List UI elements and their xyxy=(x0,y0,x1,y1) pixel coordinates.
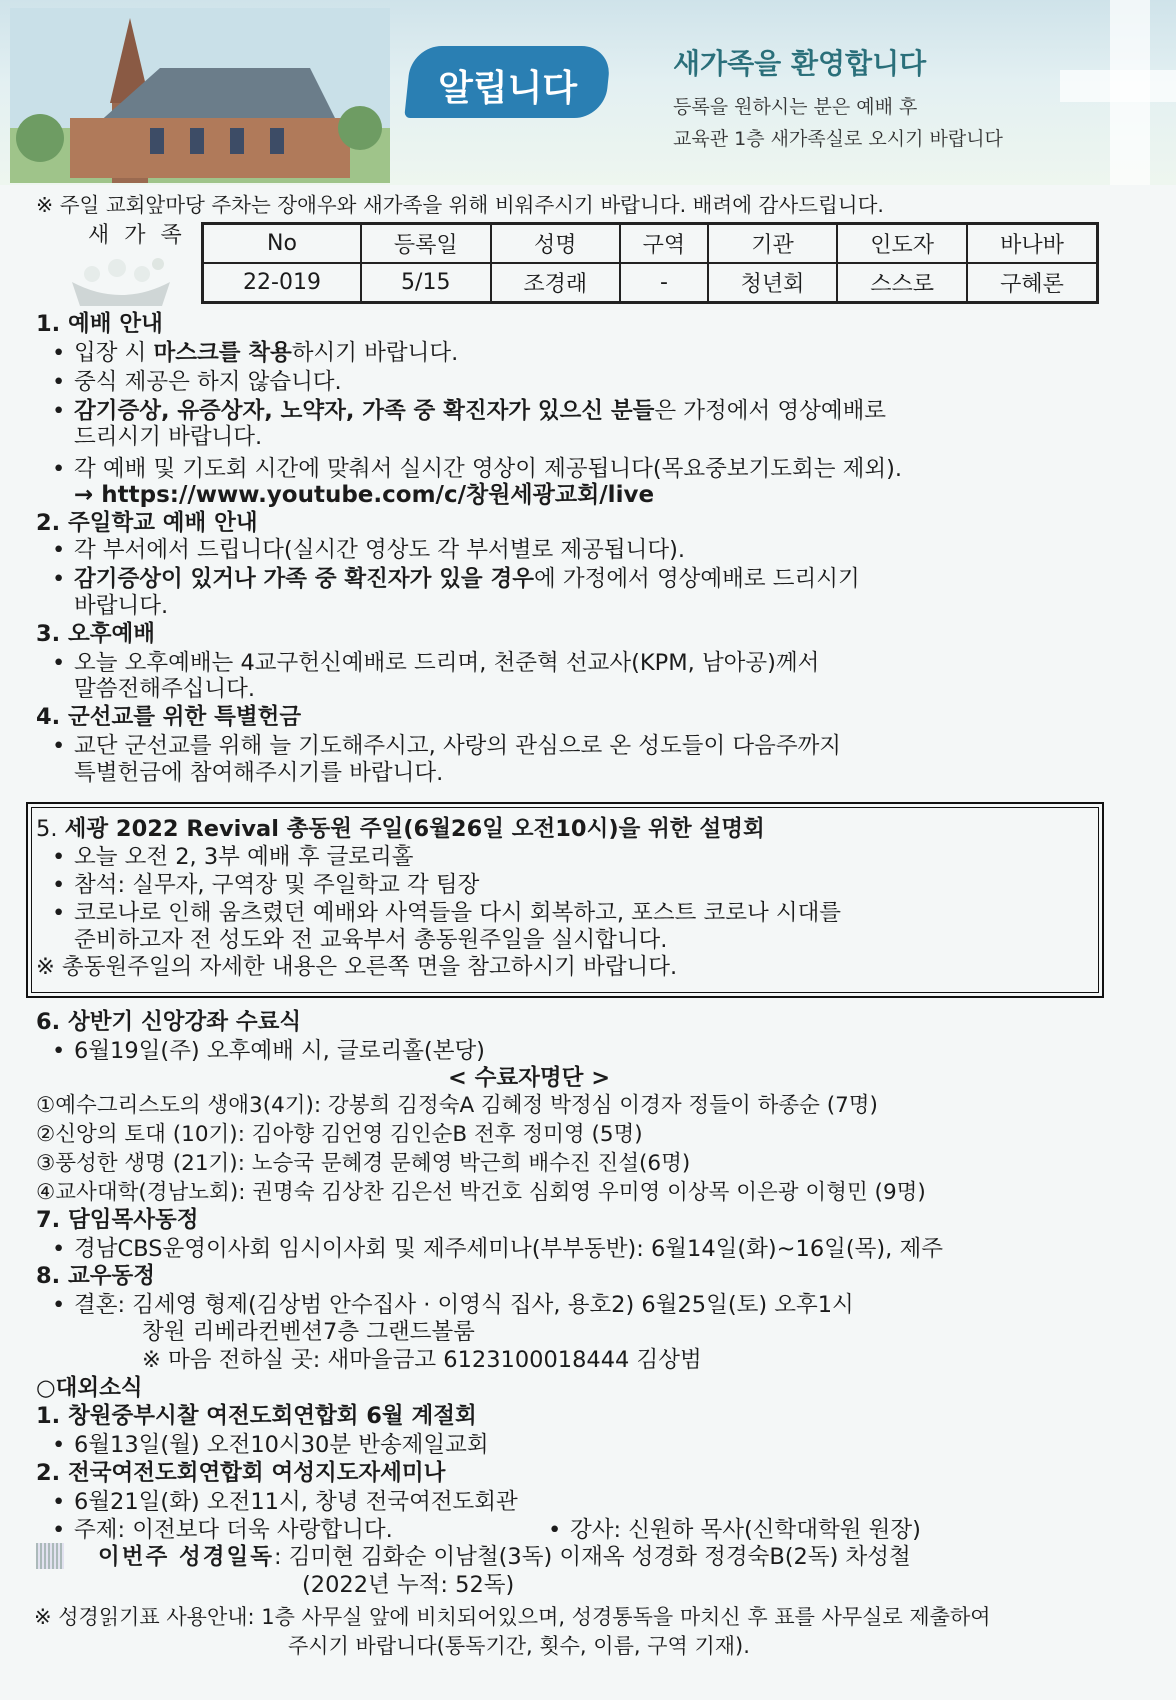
graduates-subtitle: < 수료자명단 > xyxy=(448,1065,611,1091)
list-item: • 주제: 이전보다 더욱 사랑합니다. xyxy=(52,1517,393,1543)
external-news-title: ○대외소식 xyxy=(36,1375,143,1401)
bible-icon xyxy=(36,1543,64,1569)
welcome-line-2: 교육관 1층 새가족실로 오시기 바랍니다 xyxy=(673,128,1003,150)
col-header-district: 구역 xyxy=(620,224,708,264)
list-item: • 오늘 오전 2, 3부 예배 후 글로리홀 xyxy=(52,844,414,870)
col-header-name: 성명 xyxy=(491,224,621,264)
reading-chart-note-cont: 주시기 바랍니다(통독기간, 횟수, 이름, 구역 기재). xyxy=(288,1634,750,1658)
list-item: • 각 부서에서 드립니다(실시간 영상도 각 부서별로 제공됩니다). xyxy=(52,537,685,563)
list-item: ③풍성한 생명 (21기): 노승국 문혜경 문혜영 박근희 배수진 진설(6명) xyxy=(36,1151,691,1176)
cell-organization: 청년회 xyxy=(708,263,838,303)
col-header-date: 등록일 xyxy=(361,224,491,264)
list-item-continuation: 말씀전해주십니다. xyxy=(74,676,256,702)
section-7-title: 7. 담임목사동정 xyxy=(36,1207,199,1233)
table-header-row xyxy=(203,224,1098,264)
parking-notice: ※ 주일 교회앞마당 주차는 장애우와 새가족을 위해 비워주시기 바랍니다. 배려에 감사드립니다. xyxy=(36,193,884,217)
section-2-title: 2. 주일학교 예배 안내 xyxy=(36,510,258,536)
table-row xyxy=(203,263,1098,303)
list-item-continuation: 바랍니다. xyxy=(74,593,169,619)
list-item-continuation: 드리시기 바랍니다. xyxy=(74,424,263,450)
flower-basket-icon xyxy=(62,252,180,308)
list-item: • 중식 제공은 하지 않습니다. xyxy=(52,369,342,395)
col-header-no: No xyxy=(203,224,361,264)
cell-name: 조경래 xyxy=(491,263,621,303)
list-item: • 코로나로 인해 움츠렸던 예배와 사역들을 다시 회복하고, 포스트 코로나 시대를 xyxy=(52,900,842,926)
welcome-line-1: 등록을 원하시는 분은 예배 후 xyxy=(673,96,918,118)
list-item: ④교사대학(경남노회): 권명숙 김상찬 김은선 박건호 심회영 우미영 이상목 이은광 이형민 (9명) xyxy=(36,1180,926,1205)
cross-icon-bar xyxy=(1060,70,1176,102)
section-5-title: 5. 세광 2022 Revival 총동원 주일(6월26일 오전10시)을 위한 설명회 xyxy=(36,816,765,842)
list-item-continuation: 준비하고자 전 성도와 전 교육부서 총동원주일을 실시합니다. xyxy=(74,927,668,953)
list-item-continuation: 창원 리베라컨벤션7층 그랜드볼룸 xyxy=(142,1319,475,1345)
list-item: • 입장 시 마스크를 착용하시기 바랍니다. xyxy=(52,340,459,366)
new-family-label: 새 가 족 xyxy=(88,223,186,248)
church-illustration xyxy=(10,8,390,183)
list-item: • 6월13일(월) 오전10시30분 반송제일교회 xyxy=(52,1432,489,1458)
cell-no: 22-019 xyxy=(203,263,361,303)
section-5-note: ※ 총동원주일의 자세한 내용은 오른쪽 면을 참고하시기 바랍니다. xyxy=(36,954,678,980)
section-4-title: 4. 군선교를 위한 특별헌금 xyxy=(36,704,302,730)
col-header-barnabas: 바나바 xyxy=(967,224,1098,264)
external-item-1-title: 1. 창원중부시찰 여전도회연합회 6월 계절회 xyxy=(36,1403,477,1429)
section-3-title: 3. 오후예배 xyxy=(36,621,155,647)
list-item: ②신앙의 토대 (10기): 김아향 김언영 김인순B 전후 정미영 (5명) xyxy=(36,1122,643,1147)
section-6-title: 6. 상반기 신앙강좌 수료식 xyxy=(36,1009,302,1035)
badge-text: 알립니다 xyxy=(438,67,578,109)
bible-reading-line: 이번주 성경일독: 김미현 김화순 이남철(3독) 이재옥 성경화 정경숙B(2독) 차성철 xyxy=(98,1544,911,1570)
list-item: • 오늘 오후예배는 4교구헌신예배로 드리며, 천준혁 선교사(KPM, 남아공)께서 xyxy=(52,650,820,676)
external-item-2-title: 2. 전국여전도회연합회 여성지도자세미나 xyxy=(36,1460,446,1486)
youtube-link[interactable]: → https://www.youtube.com/c/창원세광교회/live xyxy=(74,482,655,508)
cell-date: 5/15 xyxy=(361,263,491,303)
col-header-organization: 기관 xyxy=(708,224,838,264)
list-item: ①예수그리스도의 생애3(4기): 강봉희 김정숙A 김혜정 박정심 이경자 정들이 하종순 (7명) xyxy=(36,1093,878,1118)
list-item: • 참석: 실무자, 구역장 및 주일학교 각 팀장 xyxy=(52,872,480,898)
section-1-title: 1. 예배 안내 xyxy=(36,311,163,337)
cell-guide: 스스로 xyxy=(837,263,967,303)
new-family-table xyxy=(201,222,1099,304)
col-header-guide: 인도자 xyxy=(837,224,967,264)
list-item: • 감기증상, 유증상자, 노약자, 가족 중 확진자가 있으신 분들은 가정에서 영상예배로 xyxy=(52,398,887,424)
announcement-badge xyxy=(404,46,612,118)
list-item: • 6월19일(주) 오후예배 시, 글로리홀(본당) xyxy=(52,1038,485,1064)
list-item: • 강사: 신원하 목사(신학대학원 원장) xyxy=(548,1517,921,1543)
list-item-continuation: 특별헌금에 참여해주시기를 바랍니다. xyxy=(74,760,444,786)
bible-reading-total: (2022년 누적: 52독) xyxy=(302,1572,515,1598)
bank-account-note: ※ 마음 전하실 곳: 새마을금고 6123100018444 김상범 xyxy=(142,1347,702,1373)
list-item: • 결혼: 김세영 형제(김상범 안수집사 · 이영식 집사, 용호2) 6월25일(토) 오후1시 xyxy=(52,1292,854,1318)
reading-chart-note: ※ 성경읽기표 사용안내: 1층 사무실 앞에 비치되어있으며, 성경통독을 마치신 후 표를 사무실로 제출하여 xyxy=(34,1605,991,1629)
section-8-title: 8. 교우동정 xyxy=(36,1263,155,1289)
welcome-title: 새가족을 환영합니다 xyxy=(673,47,927,80)
list-item: • 6월21일(화) 오전11시, 창녕 전국여전도회관 xyxy=(52,1489,518,1515)
list-item: • 교단 군선교를 위해 늘 기도해주시고, 사랑의 관심으로 온 성도들이 다음주까지 xyxy=(52,733,842,759)
list-item: • 각 예배 및 기도회 시간에 맞춰서 실시간 영상이 제공됩니다(목요중보기도회는 제외). xyxy=(52,456,903,482)
header-banner xyxy=(0,0,1176,185)
list-item: • 경남CBS운영이사회 임시이사회 및 제주세미나(부부동반): 6월14일(화)~16일(목), 제주 xyxy=(52,1236,943,1262)
list-item: • 감기증상이 있거나 가족 중 확진자가 있을 경우에 가정에서 영상예배로 드리시기 xyxy=(52,566,860,592)
cell-district: - xyxy=(620,263,708,303)
cell-barnabas: 구혜론 xyxy=(967,263,1098,303)
